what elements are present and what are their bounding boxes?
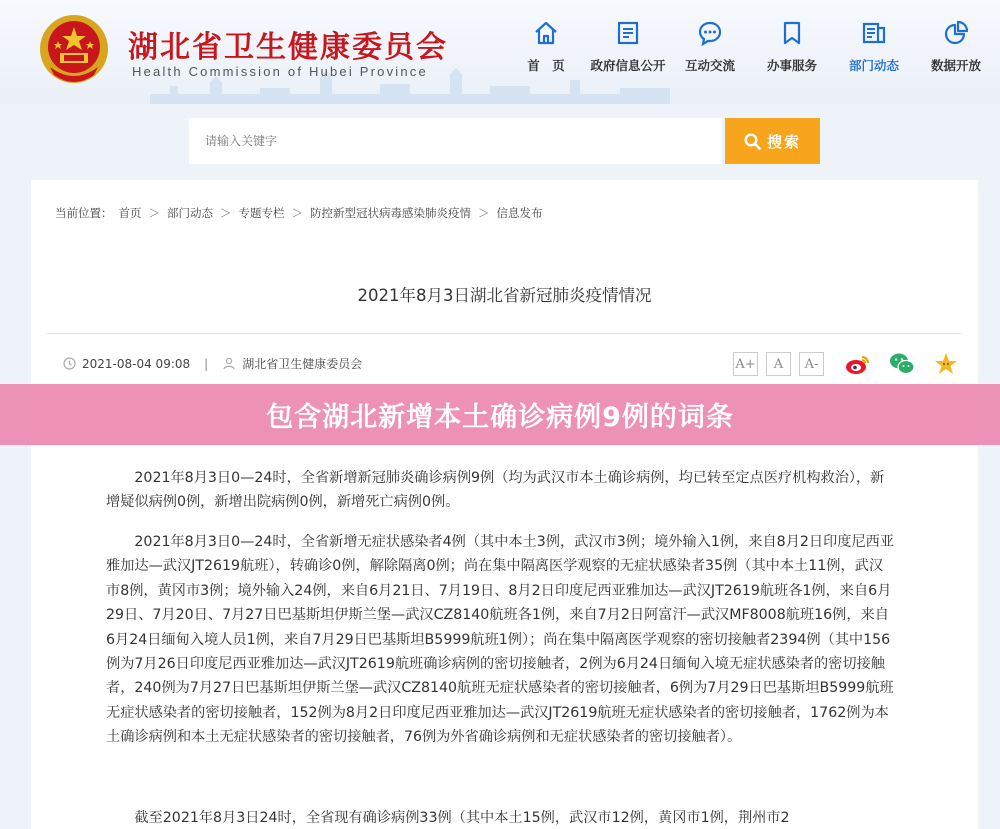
chat-icon [697, 20, 723, 46]
article-meta [63, 355, 362, 372]
article-paragraph: 截至2021年8月3日24时，全省现有确诊病例33例（其中本土15例，武汉市12例，黄冈市1例，荆州市2 [134, 810, 790, 826]
site-header [0, 0, 1000, 104]
font-size-increase-button[interactable]: A+ [733, 352, 758, 376]
nav-item-home[interactable]: 首 页 [505, 20, 587, 74]
breadcrumb-home[interactable]: 首页 [118, 206, 142, 220]
site-title: 湖北省卫生健康委员会 [128, 30, 448, 65]
publish-date: 2021-08-04 09:08 [82, 356, 191, 371]
weibo-icon[interactable] [844, 350, 872, 378]
nav-item-interaction[interactable]: 互动交流 [669, 20, 751, 74]
home-icon [533, 20, 559, 46]
nav-item-dept-news[interactable]: 部门动态 [833, 20, 915, 74]
search-button[interactable] [725, 118, 820, 164]
breadcrumb-prefix: 当前位置： [55, 206, 113, 220]
caption-banner [0, 384, 1000, 445]
source-org-icon [222, 357, 236, 370]
nav-item-services[interactable]: 办事服务 [751, 20, 833, 74]
document-icon [615, 20, 641, 46]
font-size-decrease-button[interactable]: A- [799, 352, 824, 376]
nav-item-gov-info[interactable]: 政府信息公开 [587, 20, 669, 74]
breadcrumb [55, 205, 543, 221]
main-nav [505, 20, 997, 74]
breadcrumb-dept-news[interactable]: 部门动态 [167, 206, 213, 220]
clock-icon [63, 357, 76, 370]
breadcrumb-separator: ＞ [478, 206, 490, 220]
article-title: 2021年8月3日湖北省新冠肺炎疫情情况 [357, 286, 652, 305]
wechat-icon[interactable] [888, 350, 916, 378]
breadcrumb-separator: ＞ [148, 206, 160, 220]
news-icon [861, 20, 887, 46]
search-input[interactable] [189, 118, 722, 164]
pie-chart-icon [943, 20, 969, 46]
search-icon [744, 133, 761, 150]
nav-item-open-data[interactable]: 数据开放 [915, 20, 997, 74]
favorite-star-icon[interactable] [932, 350, 960, 378]
breadcrumb-separator: ＞ [220, 206, 232, 220]
article-paragraph: 2021年8月3日0—24时，全省新增新冠肺炎确诊病例9例（均为武汉市本土确诊病例，均已转至定点医疗机构救治），新增疑似病例0例，新增出院病例0例，新增死亡病例0例。 [106, 470, 885, 511]
article-source: 湖北省卫生健康委员会 [242, 357, 363, 371]
bookmark-icon [779, 20, 805, 46]
breadcrumb-epidemic-control[interactable]: 防控新型冠状病毒感染肺炎疫情 [310, 206, 471, 220]
meta-divider: | [204, 356, 209, 371]
caption-banner-text: 包含湖北新增本土确诊病例9例的词条 [266, 402, 734, 433]
search-button-label: 搜索 [766, 132, 801, 151]
national-emblem-icon [36, 11, 112, 87]
site-subtitle-en: Health Commission of Hubei Province [132, 64, 428, 79]
article-tools [733, 350, 960, 378]
article-paragraph: 2021年8月3日0—24时，全省新增无症状感染者4例（其中本土3例，武汉市3例；境外输入1例，来自8月2日印度尼西亚雅加达—武汉JT2619航班），转确诊0例，解除隔离0例；尚在集中隔离医学观察的无症状感染者35例（其中本土11例，武汉市8例，黄冈市3例；境外输入24例，来自6月21日、7月19日、8月2日印度尼西亚雅加达—武汉JT2619航班各1例，来自6月29日、7月20日、7月27日巴基斯坦伊斯兰堡—武汉CZ8140航班各1例，来自7月2日阿富汗—武汉MF8008航班16例，来自6月24日缅甸入境人员1例，来自7月29日巴基斯坦B5999航班1例）；尚在集中隔离医学观察的密切接触者2394例（其中156例为7月26日印度尼西亚雅加达—武汉JT2619航班确诊病例的密切接触者，2例为6月24日缅甸入境无症状感染者的密切接触者，240例为7月27日巴基斯坦伊斯兰堡—武汉CZ8140航班无症状感染者的密切接触者，6例为7月29日巴基斯坦B5999航班无症状感染者的密切接触者，152例为8月2日印度尼西亚雅加达—武汉JT2619航班无症状感染者的密切接触者，1762例为本土确诊病例和本土无症状感染者的密切接触者，76例为外省确诊病例和无症状感染者的密切接触者）。 [106, 534, 895, 746]
breadcrumb-separator: ＞ [291, 206, 303, 220]
font-size-default-button[interactable]: A [766, 352, 791, 376]
breadcrumb-special-column[interactable]: 专题专栏 [238, 206, 285, 220]
breadcrumb-info-release[interactable]: 信息发布 [496, 206, 543, 220]
title-divider [47, 333, 961, 334]
